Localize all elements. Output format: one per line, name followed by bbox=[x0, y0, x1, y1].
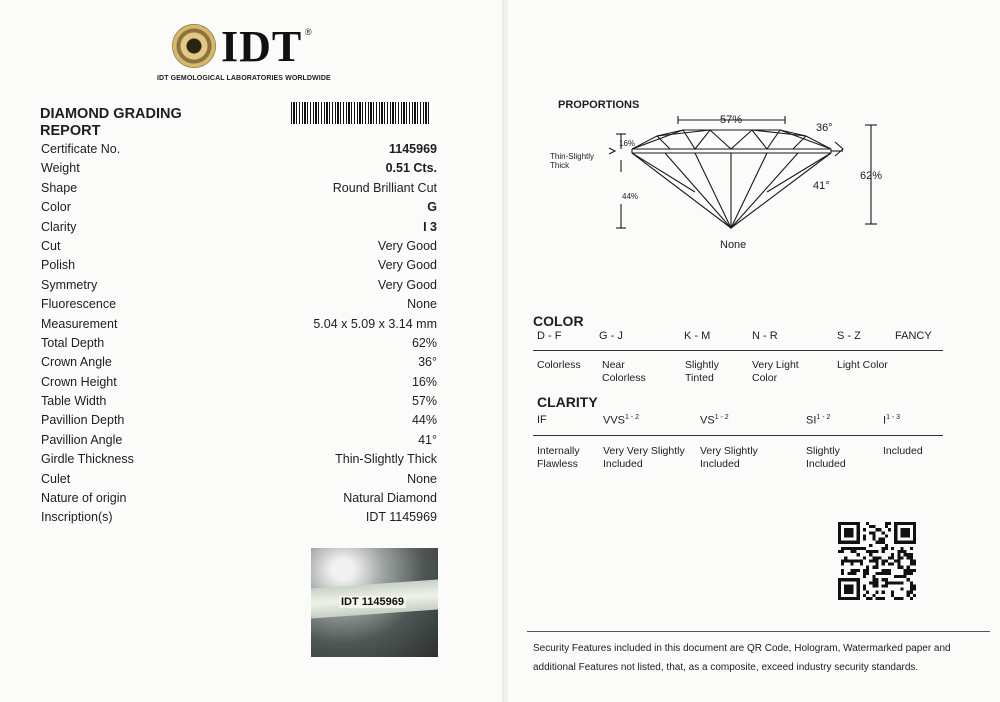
grading-row bbox=[41, 220, 441, 239]
grading-row-label: Cut bbox=[41, 238, 61, 253]
clarity-description: Internally Flawless bbox=[537, 445, 580, 470]
diamond-profile-icon bbox=[545, 112, 905, 257]
clarity-grade-base: SI bbox=[806, 414, 817, 427]
prop-pavilion-depth-label: 44% bbox=[622, 192, 639, 201]
clarity-grade-sup: 1 - 3 bbox=[886, 414, 901, 421]
note-divider bbox=[527, 631, 990, 632]
grading-row bbox=[41, 258, 441, 277]
grading-row bbox=[41, 142, 441, 161]
clarity-description: Slightly Included bbox=[806, 445, 846, 470]
color-description: Colorless bbox=[537, 359, 581, 371]
color-description: Slightly Tinted bbox=[685, 359, 719, 384]
clarity-divider bbox=[533, 435, 943, 436]
grading-row-label: Crown Height bbox=[41, 374, 117, 389]
grading-row-label: Girdle Thickness bbox=[41, 452, 134, 467]
grading-row-label: Culet bbox=[41, 471, 71, 486]
prop-total-depth-label: 62% bbox=[860, 170, 883, 182]
grading-row-label: Inscription(s) bbox=[41, 510, 113, 525]
grading-row-value: 36° bbox=[418, 355, 437, 370]
grading-row-value: 1145969 bbox=[389, 142, 437, 156]
grading-row-value: IDT 1145969 bbox=[365, 510, 437, 525]
clarity-grade-base: VS bbox=[700, 414, 715, 427]
grading-row bbox=[41, 278, 441, 297]
grading-row-value: Natural Diamond bbox=[343, 491, 437, 506]
clarity-grade-base: VVS bbox=[603, 414, 626, 427]
grading-row bbox=[41, 472, 441, 491]
grading-row-value: 57% bbox=[411, 394, 437, 409]
grading-row-value: 16% bbox=[411, 374, 437, 389]
grading-row bbox=[41, 317, 441, 336]
color-description: Near Colorless bbox=[602, 359, 646, 384]
grading-row-label: Weight bbox=[41, 161, 80, 176]
grading-row bbox=[41, 452, 441, 471]
logo-tagline: IDT GEMOLOGICAL LABORATORIES WORLDWIDE bbox=[157, 75, 331, 82]
color-scale-title: COLOR bbox=[533, 313, 584, 329]
grading-row-label: Shape bbox=[41, 180, 78, 195]
grading-row-value: G bbox=[427, 200, 437, 215]
grading-row-label: Nature of origin bbox=[41, 491, 127, 506]
grading-row-label: Pavillion Depth bbox=[41, 413, 125, 428]
qr-code-icon bbox=[838, 522, 916, 600]
grading-row bbox=[41, 510, 441, 529]
grading-row-value: 0.51 Cts. bbox=[385, 161, 437, 176]
clarity-grade bbox=[537, 414, 547, 426]
clarity-grade bbox=[806, 414, 830, 427]
color-grade: G - J bbox=[599, 330, 623, 342]
grading-row bbox=[41, 375, 441, 394]
grading-row-value: Very Good bbox=[377, 238, 437, 253]
grading-row bbox=[41, 239, 441, 258]
grading-row bbox=[41, 161, 441, 180]
clarity-grade bbox=[603, 414, 639, 427]
grading-row bbox=[41, 413, 441, 432]
grading-row-label: Measurement bbox=[41, 316, 118, 331]
inscription-photo-text: IDT 1145969 bbox=[341, 596, 404, 608]
clarity-grade bbox=[883, 414, 900, 427]
grading-row-value: None bbox=[407, 471, 437, 486]
grading-row-value: 5.04 x 5.09 x 3.14 mm bbox=[313, 316, 437, 331]
grading-row-label: Total Depth bbox=[41, 335, 105, 350]
grading-row-value: None bbox=[407, 297, 437, 312]
clarity-grade-base: IF bbox=[537, 414, 547, 426]
grading-row-label: Certificate No. bbox=[41, 142, 121, 156]
clarity-grade-base: I bbox=[883, 414, 887, 427]
color-divider bbox=[533, 350, 943, 351]
clarity-description: Very Slightly Included bbox=[700, 445, 758, 470]
grading-row bbox=[41, 181, 441, 200]
prop-pavilion-angle-label: 41° bbox=[813, 180, 830, 192]
color-grade: D - F bbox=[537, 330, 562, 342]
logo-wordmark: IDT bbox=[221, 22, 303, 71]
grading-row-value: 62% bbox=[411, 335, 437, 350]
barcode-icon bbox=[291, 102, 431, 124]
grading-row bbox=[41, 491, 441, 510]
proportions-title: PROPORTIONS bbox=[558, 99, 640, 111]
color-grade: N - R bbox=[752, 330, 778, 342]
grading-row-value: 44% bbox=[411, 413, 437, 428]
grading-row-label: Symmetry bbox=[41, 277, 98, 292]
grading-row bbox=[41, 200, 441, 219]
grading-row bbox=[41, 433, 441, 452]
prop-crown-height-label: 16% bbox=[619, 139, 636, 148]
prop-culet-label: None bbox=[720, 239, 747, 251]
grading-row-value: Very Good bbox=[377, 277, 437, 292]
color-description: Light Color bbox=[837, 359, 888, 371]
prop-crown-angle-label: 36° bbox=[816, 122, 833, 134]
clarity-grade-sup: 1 - 2 bbox=[714, 414, 729, 421]
grading-row-label: Color bbox=[41, 200, 71, 215]
grading-row-label: Table Width bbox=[41, 394, 107, 409]
grading-row-label: Polish bbox=[41, 258, 76, 273]
color-grade: FANCY bbox=[895, 330, 932, 342]
grading-row bbox=[41, 355, 441, 374]
grading-table bbox=[41, 142, 441, 530]
clarity-scale-title: CLARITY bbox=[537, 394, 598, 410]
report-title: DIAMOND GRADING REPORT bbox=[40, 106, 182, 139]
grading-row-value: Round Brilliant Cut bbox=[332, 180, 437, 195]
security-note: Security Features included in this document are QR Code, Hologram, Watermarked paper and additional Features not listed, that, as a composite, exceed industry security standards. bbox=[533, 643, 951, 673]
grading-row bbox=[41, 394, 441, 413]
grading-row-value: I 3 bbox=[423, 219, 437, 234]
clarity-grade-sup: 1 - 2 bbox=[816, 414, 831, 421]
clarity-grade-sup: 1 - 2 bbox=[625, 414, 640, 421]
registered-mark: ® bbox=[305, 27, 312, 37]
grading-row-value: Very Good bbox=[377, 258, 437, 273]
grading-row-label: Pavillion Angle bbox=[41, 432, 123, 447]
idt-seal-icon bbox=[172, 24, 216, 68]
clarity-description: Included bbox=[883, 445, 923, 457]
prop-girdle-label: Thin-Slightly Thick bbox=[550, 152, 595, 170]
grading-row-value: 41° bbox=[418, 432, 437, 447]
grading-row-value: Thin-Slightly Thick bbox=[335, 452, 437, 467]
prop-table-label: 57% bbox=[720, 114, 743, 126]
clarity-grade bbox=[700, 414, 729, 427]
grading-row-label: Crown Angle bbox=[41, 355, 112, 370]
grading-row-label: Fluorescence bbox=[41, 297, 117, 312]
grading-row bbox=[41, 336, 441, 355]
grading-row bbox=[41, 297, 441, 316]
color-grade: K - M bbox=[684, 330, 711, 342]
color-grade: S - Z bbox=[837, 330, 861, 342]
clarity-description: Very Very Slightly Included bbox=[603, 445, 685, 470]
color-description: Very Light Color bbox=[752, 359, 799, 384]
grading-row-label: Clarity bbox=[41, 219, 77, 234]
